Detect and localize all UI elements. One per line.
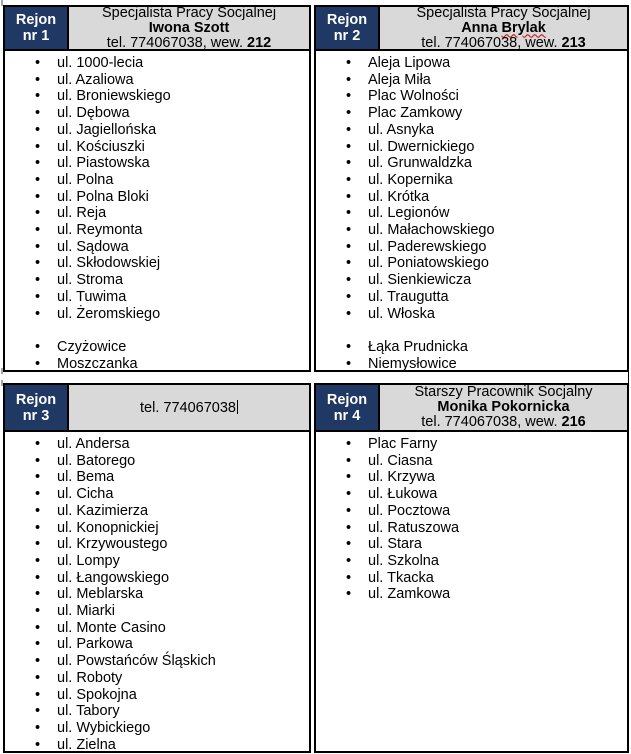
rejon-1-street-list	[5, 55, 309, 322]
rejon-4-street-list	[316, 436, 627, 603]
list-item: • ul. Łukowa	[368, 486, 627, 503]
list-item: • ul. Ciasna	[368, 453, 627, 470]
list-item: • ul. Parkowa	[57, 636, 309, 653]
rejon-4-label-cell[interactable]	[316, 385, 380, 430]
rejon-3-label-cell[interactable]	[5, 385, 69, 430]
rejon-2-table	[314, 5, 629, 372]
list-item: • ul. Zielna	[57, 737, 309, 754]
list-item: • Plac Zamkowy	[368, 105, 627, 122]
list-item: • ul. Szkolna	[368, 553, 627, 570]
list-item: • ul. Kopernika	[368, 172, 627, 189]
phone-line: tel. 774067038, wew. 216	[421, 414, 586, 430]
list-item: • ul. Stroma	[57, 272, 309, 289]
list-item: • ul. Powstańców Śląskich	[57, 653, 309, 670]
worker-name: Iwona Szott	[148, 19, 230, 36]
rejon-1-village-list	[5, 339, 309, 372]
list-item: • ul. Batorego	[57, 453, 309, 470]
list-item: • ul. Andersa	[57, 436, 309, 453]
list-item: • ul. Poniatowskiego	[368, 255, 627, 272]
rejon-2-village-list	[316, 339, 627, 372]
rejon-number: nr 4	[333, 407, 361, 424]
text-cursor	[237, 400, 238, 414]
rejon-4-header-row	[316, 385, 627, 432]
phone-line: tel. 774067038, wew. 212	[106, 34, 272, 51]
list-item: • ul. Spokojna	[57, 687, 309, 704]
rejon-number: nr 3	[22, 407, 50, 424]
rejon-1-label-cell[interactable]	[5, 7, 69, 49]
list-item: • ul. Włoska	[368, 306, 627, 323]
list-item: • ul. Polna Bloki	[57, 189, 309, 206]
rejon-3-street-list	[5, 436, 309, 753]
rejon-2-street-list	[316, 55, 627, 322]
rejon-1-list-cell[interactable]	[5, 51, 309, 372]
list-item: • ul. Stara	[368, 536, 627, 553]
list-item: • ul. Dwernickiego	[368, 139, 627, 156]
list-item: • ul. Skłodowskiej	[57, 255, 309, 272]
list-item: • ul. Tuwima	[57, 289, 309, 306]
list-item: • ul. Sienkiewicza	[368, 272, 627, 289]
phone-line: tel. 774067038, wew. 213	[421, 34, 586, 51]
list-item: • ul. Polna	[57, 172, 309, 189]
list-item: • ul. Traugutta	[368, 289, 627, 306]
list-item: • ul. Miarki	[57, 603, 309, 620]
list-item: • ul. Piastowska	[57, 155, 309, 172]
list-item: • ul. Broniewskiego	[57, 88, 309, 105]
rejon-1-header-row	[5, 4, 309, 51]
role-title: Specjalista Pracy Socjalnej	[416, 4, 591, 21]
rejon-2-label-cell[interactable]	[316, 7, 380, 49]
list-item: • ul. Jagiellońska	[57, 122, 309, 139]
rejon-number: nr 2	[333, 28, 361, 44]
list-item: • ul. Roboty	[57, 670, 309, 687]
misspelled-word: Brylak	[501, 19, 546, 36]
rejon-2-header-row	[316, 4, 627, 51]
list-item: • ul. Żeromskiego	[57, 306, 309, 323]
list-item: • ul. Monte Casino	[57, 620, 309, 637]
list-item: • ul. Paderewskiego	[368, 239, 627, 256]
list-item: • ul. Tabory	[57, 703, 309, 720]
rejon-label: Rejon	[15, 391, 57, 408]
worker-name: Anna Brylak	[461, 19, 546, 36]
rejon-1-info-cell[interactable]	[69, 4, 309, 51]
phone-extension: 213	[561, 34, 586, 51]
rejon-4-list-cell[interactable]	[316, 432, 627, 603]
list-item: • Moszczanka	[57, 356, 309, 373]
list-item: • ul. Małachowskiego	[368, 222, 627, 239]
worker-name: Monika Pokornicka	[437, 399, 570, 415]
rejon-2-list-cell[interactable]	[316, 51, 627, 372]
role-title: Specjalista Pracy Socjalnej	[101, 4, 277, 21]
list-item: • ul. Legionów	[368, 205, 627, 222]
rejon-3-header-row	[5, 385, 309, 432]
list-item: • ul. Meblarska	[57, 586, 309, 603]
rejon-label: Rejon	[326, 12, 368, 28]
rejon-2-info-cell[interactable]	[380, 4, 627, 51]
list-item: • ul. Pocztowa	[368, 503, 627, 520]
list-item: • Aleja Lipowa	[368, 55, 627, 72]
list-item: • ul. Konopnickiej	[57, 520, 309, 537]
role-title: Starszy Pracownik Socjalny	[414, 384, 593, 400]
list-item: • ul. Łangowskiego	[57, 570, 309, 587]
list-item: • Niemysłowice	[368, 356, 627, 373]
list-item: • Łąka Prudnicka	[368, 339, 627, 356]
list-item: • ul. Lompy	[57, 553, 309, 570]
list-item: • ul. Kościuszki	[57, 139, 309, 156]
list-item: • ul. Zamkowa	[368, 586, 627, 603]
list-item: • ul. Grunwaldzka	[368, 155, 627, 172]
list-item: • ul. Azaliowa	[57, 72, 309, 89]
list-item: • Czyżowice	[57, 339, 309, 356]
phone-extension: 216	[561, 414, 586, 430]
list-item: • Plac Wolności	[368, 88, 627, 105]
list-item: • ul. Tkacka	[368, 570, 627, 587]
list-item: • ul. Reymonta	[57, 222, 309, 239]
list-item: • ul. Bema	[57, 469, 309, 486]
list-item: • ul. 1000-lecia	[57, 55, 309, 72]
list-item: • Aleja Miła	[368, 72, 627, 89]
rejon-4-info-cell[interactable]	[380, 385, 627, 430]
list-item: • ul. Ratuszowa	[368, 520, 627, 537]
rejon-3-table	[3, 383, 311, 753]
list-item: • ul. Krzywoustego	[57, 536, 309, 553]
rejon-label: Rejon	[15, 12, 57, 28]
list-item: • ul. Kazimierza	[57, 503, 309, 520]
list-item: • ul. Reja	[57, 205, 309, 222]
list-item: • ul. Sądowa	[57, 239, 309, 256]
rejon-label: Rejon	[326, 391, 368, 408]
list-item: • Plac Farny	[368, 436, 627, 453]
rejon-4-table	[314, 383, 629, 753]
rejon-1-table	[3, 5, 311, 372]
list-item: • ul. Wybickiego	[57, 720, 309, 737]
rejon-number: nr 1	[22, 28, 50, 44]
rejon-3-info-cell[interactable]	[69, 385, 309, 430]
list-item: • ul. Asnyka	[368, 122, 627, 139]
phone-extension: 212	[247, 34, 272, 51]
list-item: • ul. Krótka	[368, 189, 627, 206]
list-item: • ul. Cicha	[57, 486, 309, 503]
list-item: • ul. Krzywa	[368, 469, 627, 486]
list-item: • ul. Dębowa	[57, 105, 309, 122]
phone-line: tel. 774067038	[140, 399, 236, 416]
rejon-3-list-cell[interactable]	[5, 432, 309, 753]
